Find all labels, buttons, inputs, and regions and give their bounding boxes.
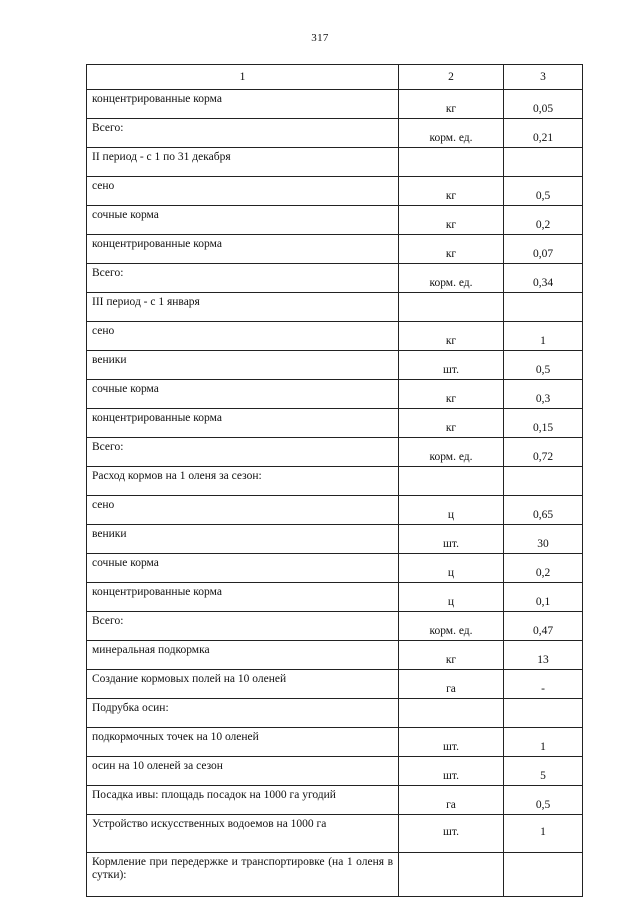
table-row bbox=[87, 583, 583, 612]
table-row bbox=[87, 119, 583, 148]
row-value-cell: 0,5 bbox=[504, 786, 583, 815]
row-name-cell: Посадка ивы: площадь посадок на 1000 га угодий bbox=[87, 786, 399, 815]
row-name-cell: Всего: bbox=[87, 612, 399, 641]
table-row bbox=[87, 235, 583, 264]
row-unit-cell: ц bbox=[399, 554, 504, 583]
row-value-cell: 0,34 bbox=[504, 264, 583, 293]
table-row bbox=[87, 853, 583, 897]
header-cell-2: 2 bbox=[399, 65, 504, 90]
table-row bbox=[87, 525, 583, 554]
table-row bbox=[87, 496, 583, 525]
table-row bbox=[87, 351, 583, 380]
row-value-cell: 0,2 bbox=[504, 554, 583, 583]
row-value-cell bbox=[504, 699, 583, 728]
row-unit-cell: шт. bbox=[399, 525, 504, 554]
row-value-cell: 0,5 bbox=[504, 351, 583, 380]
row-name-cell: II период - с 1 по 31 декабря bbox=[87, 148, 399, 177]
row-value-cell: 0,47 bbox=[504, 612, 583, 641]
table-row bbox=[87, 554, 583, 583]
table-row bbox=[87, 148, 583, 177]
row-name-cell: минеральная подкормка bbox=[87, 641, 399, 670]
row-unit-cell: кг bbox=[399, 206, 504, 235]
row-value-cell: 5 bbox=[504, 757, 583, 786]
row-unit-cell: кг bbox=[399, 235, 504, 264]
row-unit-cell: кг bbox=[399, 322, 504, 351]
table-header-row bbox=[87, 65, 583, 90]
row-value-cell: 0,1 bbox=[504, 583, 583, 612]
row-value-cell: 0,15 bbox=[504, 409, 583, 438]
row-name-cell: концентрированные корма bbox=[87, 235, 399, 264]
row-name-cell: Кормление при передержке и транспортировке (на 1 оленя в сутки): bbox=[87, 853, 399, 897]
row-name-cell: сочные корма bbox=[87, 206, 399, 235]
table-row bbox=[87, 264, 583, 293]
row-name-cell: сено bbox=[87, 177, 399, 206]
table-row bbox=[87, 438, 583, 467]
row-unit-cell: шт. bbox=[399, 757, 504, 786]
row-name-cell: Всего: bbox=[87, 264, 399, 293]
table-row bbox=[87, 757, 583, 786]
table-row bbox=[87, 293, 583, 322]
row-name-cell: Подрубка осин: bbox=[87, 699, 399, 728]
row-value-cell: 0,21 bbox=[504, 119, 583, 148]
table-row bbox=[87, 612, 583, 641]
row-value-cell bbox=[504, 148, 583, 177]
row-value-cell: 30 bbox=[504, 525, 583, 554]
row-name-cell: сено bbox=[87, 496, 399, 525]
row-name-cell: сочные корма bbox=[87, 380, 399, 409]
row-unit-cell: корм. ед. bbox=[399, 119, 504, 148]
row-value-cell: 0,2 bbox=[504, 206, 583, 235]
table-row bbox=[87, 206, 583, 235]
row-name-cell: Устройство искусственных водоемов на 1000 га bbox=[87, 815, 399, 853]
header-cell-3: 3 bbox=[504, 65, 583, 90]
row-name-cell: концентрированные корма bbox=[87, 583, 399, 612]
row-value-cell: 13 bbox=[504, 641, 583, 670]
row-unit-cell: кг bbox=[399, 409, 504, 438]
row-value-cell: 0,5 bbox=[504, 177, 583, 206]
row-unit-cell: га bbox=[399, 786, 504, 815]
row-unit-cell bbox=[399, 467, 504, 496]
row-unit-cell: корм. ед. bbox=[399, 438, 504, 467]
table-row bbox=[87, 90, 583, 119]
table-row bbox=[87, 670, 583, 699]
row-name-cell: подкормочных точек на 10 оленей bbox=[87, 728, 399, 757]
row-unit-cell bbox=[399, 148, 504, 177]
row-name-cell: сено bbox=[87, 322, 399, 351]
row-value-cell: 0,72 bbox=[504, 438, 583, 467]
table-row bbox=[87, 641, 583, 670]
row-unit-cell: ц bbox=[399, 583, 504, 612]
row-unit-cell bbox=[399, 293, 504, 322]
row-value-cell: 0,05 bbox=[504, 90, 583, 119]
row-unit-cell: шт. bbox=[399, 351, 504, 380]
row-name-cell: Всего: bbox=[87, 438, 399, 467]
row-name-cell: сочные корма bbox=[87, 554, 399, 583]
feed-norms-table bbox=[86, 64, 583, 897]
row-unit-cell: ц bbox=[399, 496, 504, 525]
row-value-cell: 1 bbox=[504, 815, 583, 853]
row-value-cell: 0,65 bbox=[504, 496, 583, 525]
row-unit-cell: корм. ед. bbox=[399, 612, 504, 641]
row-name-cell: Создание кормовых полей на 10 оленей bbox=[87, 670, 399, 699]
table-row bbox=[87, 699, 583, 728]
row-unit-cell: кг bbox=[399, 177, 504, 206]
row-unit-cell: кг bbox=[399, 380, 504, 409]
table-row bbox=[87, 380, 583, 409]
row-value-cell: 1 bbox=[504, 322, 583, 351]
row-value-cell: 0,07 bbox=[504, 235, 583, 264]
row-unit-cell: га bbox=[399, 670, 504, 699]
row-unit-cell: кг bbox=[399, 641, 504, 670]
row-value-cell: 0,3 bbox=[504, 380, 583, 409]
row-name-cell: веники bbox=[87, 525, 399, 554]
table-row bbox=[87, 728, 583, 757]
table-row bbox=[87, 409, 583, 438]
row-value-cell bbox=[504, 853, 583, 897]
row-name-cell: концентрированные корма bbox=[87, 409, 399, 438]
row-value-cell bbox=[504, 467, 583, 496]
table-row bbox=[87, 177, 583, 206]
table-row bbox=[87, 322, 583, 351]
row-unit-cell: шт. bbox=[399, 728, 504, 757]
row-unit-cell: кг bbox=[399, 90, 504, 119]
row-name-cell: III период - с 1 января bbox=[87, 293, 399, 322]
row-value-cell: - bbox=[504, 670, 583, 699]
row-unit-cell: шт. bbox=[399, 815, 504, 853]
row-name-cell: осин на 10 оленей за сезон bbox=[87, 757, 399, 786]
row-name-cell: Расход кормов на 1 оленя за сезон: bbox=[87, 467, 399, 496]
header-cell-1: 1 bbox=[87, 65, 399, 90]
page-number: 317 bbox=[311, 32, 329, 44]
row-name-cell: веники bbox=[87, 351, 399, 380]
row-value-cell bbox=[504, 293, 583, 322]
row-name-cell: концентрированные корма bbox=[87, 90, 399, 119]
row-unit-cell bbox=[399, 699, 504, 728]
row-unit-cell bbox=[399, 853, 504, 897]
row-value-cell: 1 bbox=[504, 728, 583, 757]
table-row bbox=[87, 467, 583, 496]
table-row bbox=[87, 786, 583, 815]
row-name-cell: Всего: bbox=[87, 119, 399, 148]
table-row bbox=[87, 815, 583, 853]
row-unit-cell: корм. ед. bbox=[399, 264, 504, 293]
